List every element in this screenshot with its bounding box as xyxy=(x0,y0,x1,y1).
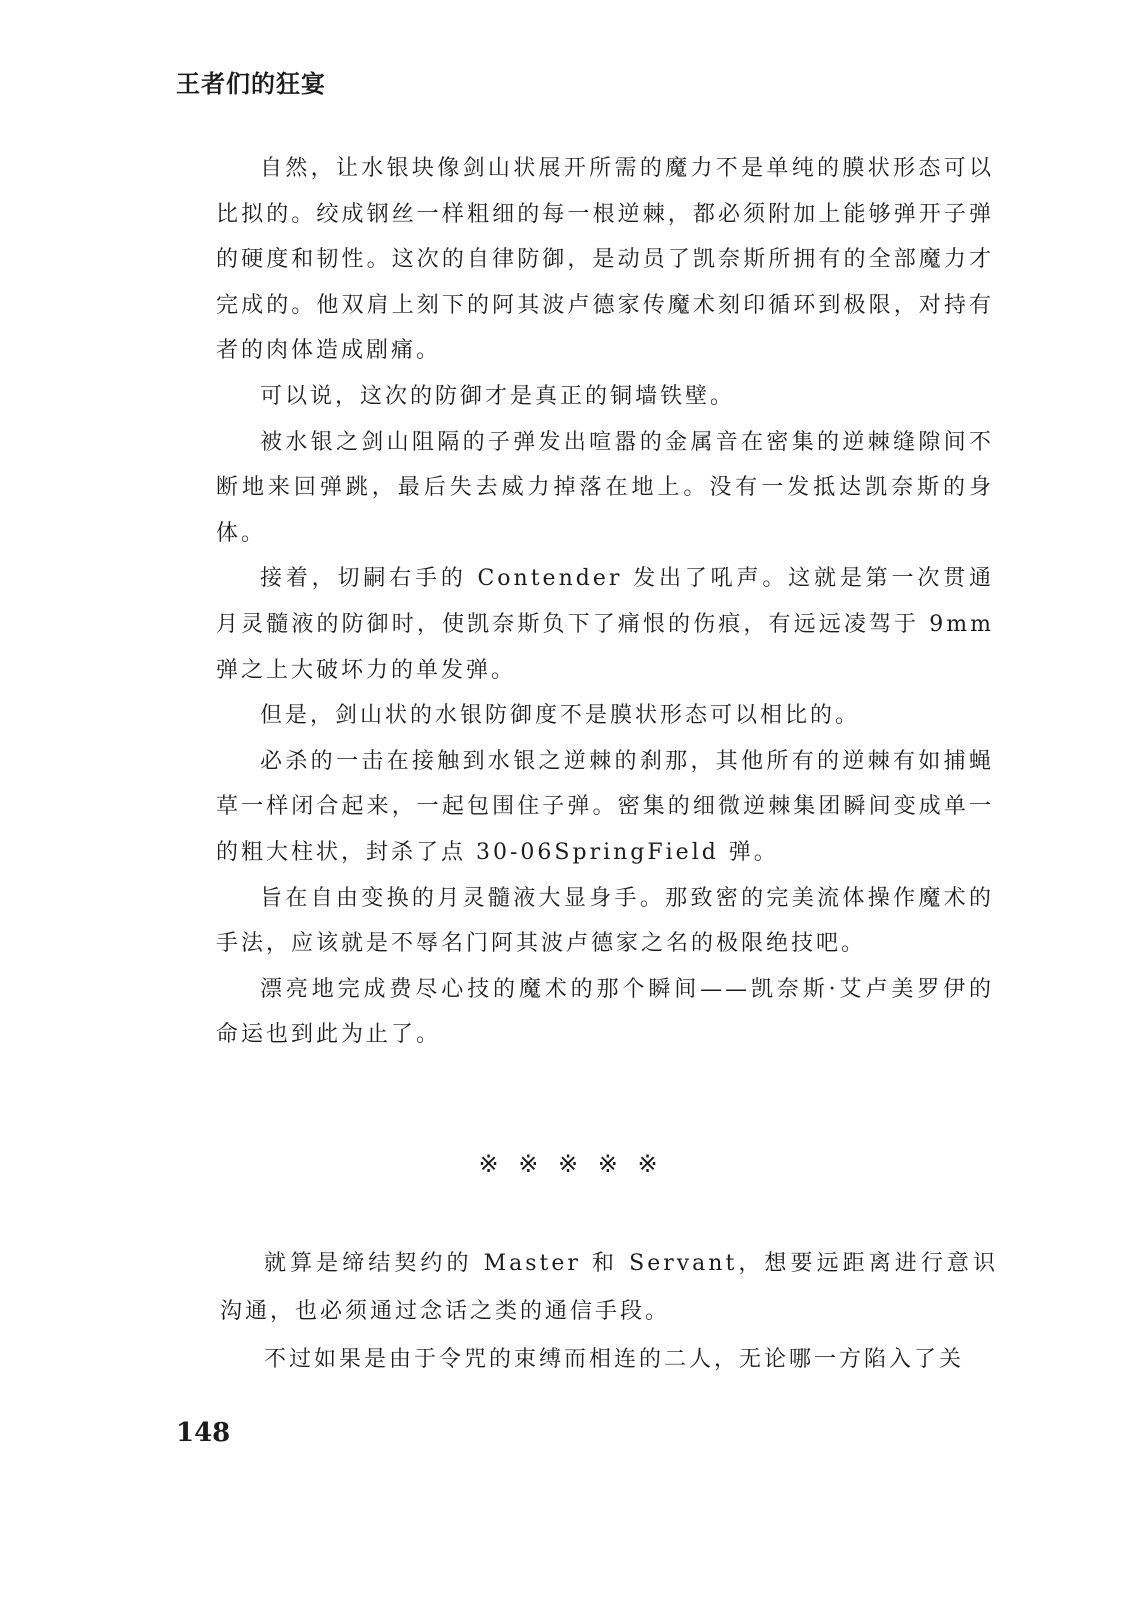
body-text-section-2 xyxy=(220,1240,998,1384)
paragraph: 必杀的一击在接触到水银之逆棘的刹那，其他所有的逆棘有如捕蝇草一样闭合起来，一起包围住子弹。密集的细微逆棘集团瞬间变成单一的粗大柱状，封杀了点 30-06SpringField 弹。 xyxy=(216,748,994,865)
scene-break-mark: ※ xyxy=(637,1150,658,1178)
paragraph: 自然，让水银块像剑山状展开所需的魔力不是单纯的膜状形态可以比拟的。绞成钢丝一样粗细的每一根逆棘，都必须附加上能够弹开子弹的硬度和韧性。这次的自律防御，是动员了凯奈斯所拥有的全部魔力才完成的。他双肩上刻下的阿其波卢德家传魔术刻印循环到极限，对持有者的肉体造成剧痛。 xyxy=(216,156,994,364)
page-number: 148 xyxy=(176,1418,231,1448)
scene-break xyxy=(0,1150,1136,1178)
paragraph: 就算是缔结契约的 Master 和 Servant，想要远距离进行意识沟通，也必须通过念话之类的通信手段。 xyxy=(220,1251,998,1324)
paragraph: 被水银之剑山阻隔的子弹发出喧嚣的金属音在密集的逆棘缝隙间不断地来回弹跳，最后失去威力掉落在地上。没有一发抵达凯奈斯的身体。 xyxy=(216,429,994,546)
paragraph: 旨在自由变换的月灵髓液大显身手。那致密的完美流体操作魔术的手法，应该就是不辱名门阿其波卢德家之名的极限绝技吧。 xyxy=(216,885,994,957)
scene-break-mark: ※ xyxy=(518,1150,539,1178)
body-text-section-1 xyxy=(216,146,994,1058)
scene-break-mark: ※ xyxy=(597,1150,618,1178)
running-header: 王者们的狂宴 xyxy=(176,70,326,98)
scene-break-mark: ※ xyxy=(557,1150,579,1178)
paragraph: 接着，切嗣右手的 Contender 发出了吼声。这就是第一次贯通月灵髓液的防御时，使凯奈斯负下了痛恨的伤痕，有远远凌驾于 9mm 弹之上大破坏力的单发弹。 xyxy=(216,566,994,683)
paragraph: 但是，剑山状的水银防御度不是膜状形态可以相比的。 xyxy=(260,703,861,729)
paragraph: 可以说，这次的防御才是真正的铜墙铁壁。 xyxy=(260,383,736,409)
scene-break-mark: ※ xyxy=(478,1150,499,1178)
paragraph: 不过如果是由于令咒的束缚而相连的二人，无论哪一方陷入了关 xyxy=(264,1347,965,1372)
paragraph: 漂亮地完成费尽心技的魔术的那个瞬间——凯奈斯·艾卢美罗伊的命运也到此为止了。 xyxy=(216,976,994,1048)
